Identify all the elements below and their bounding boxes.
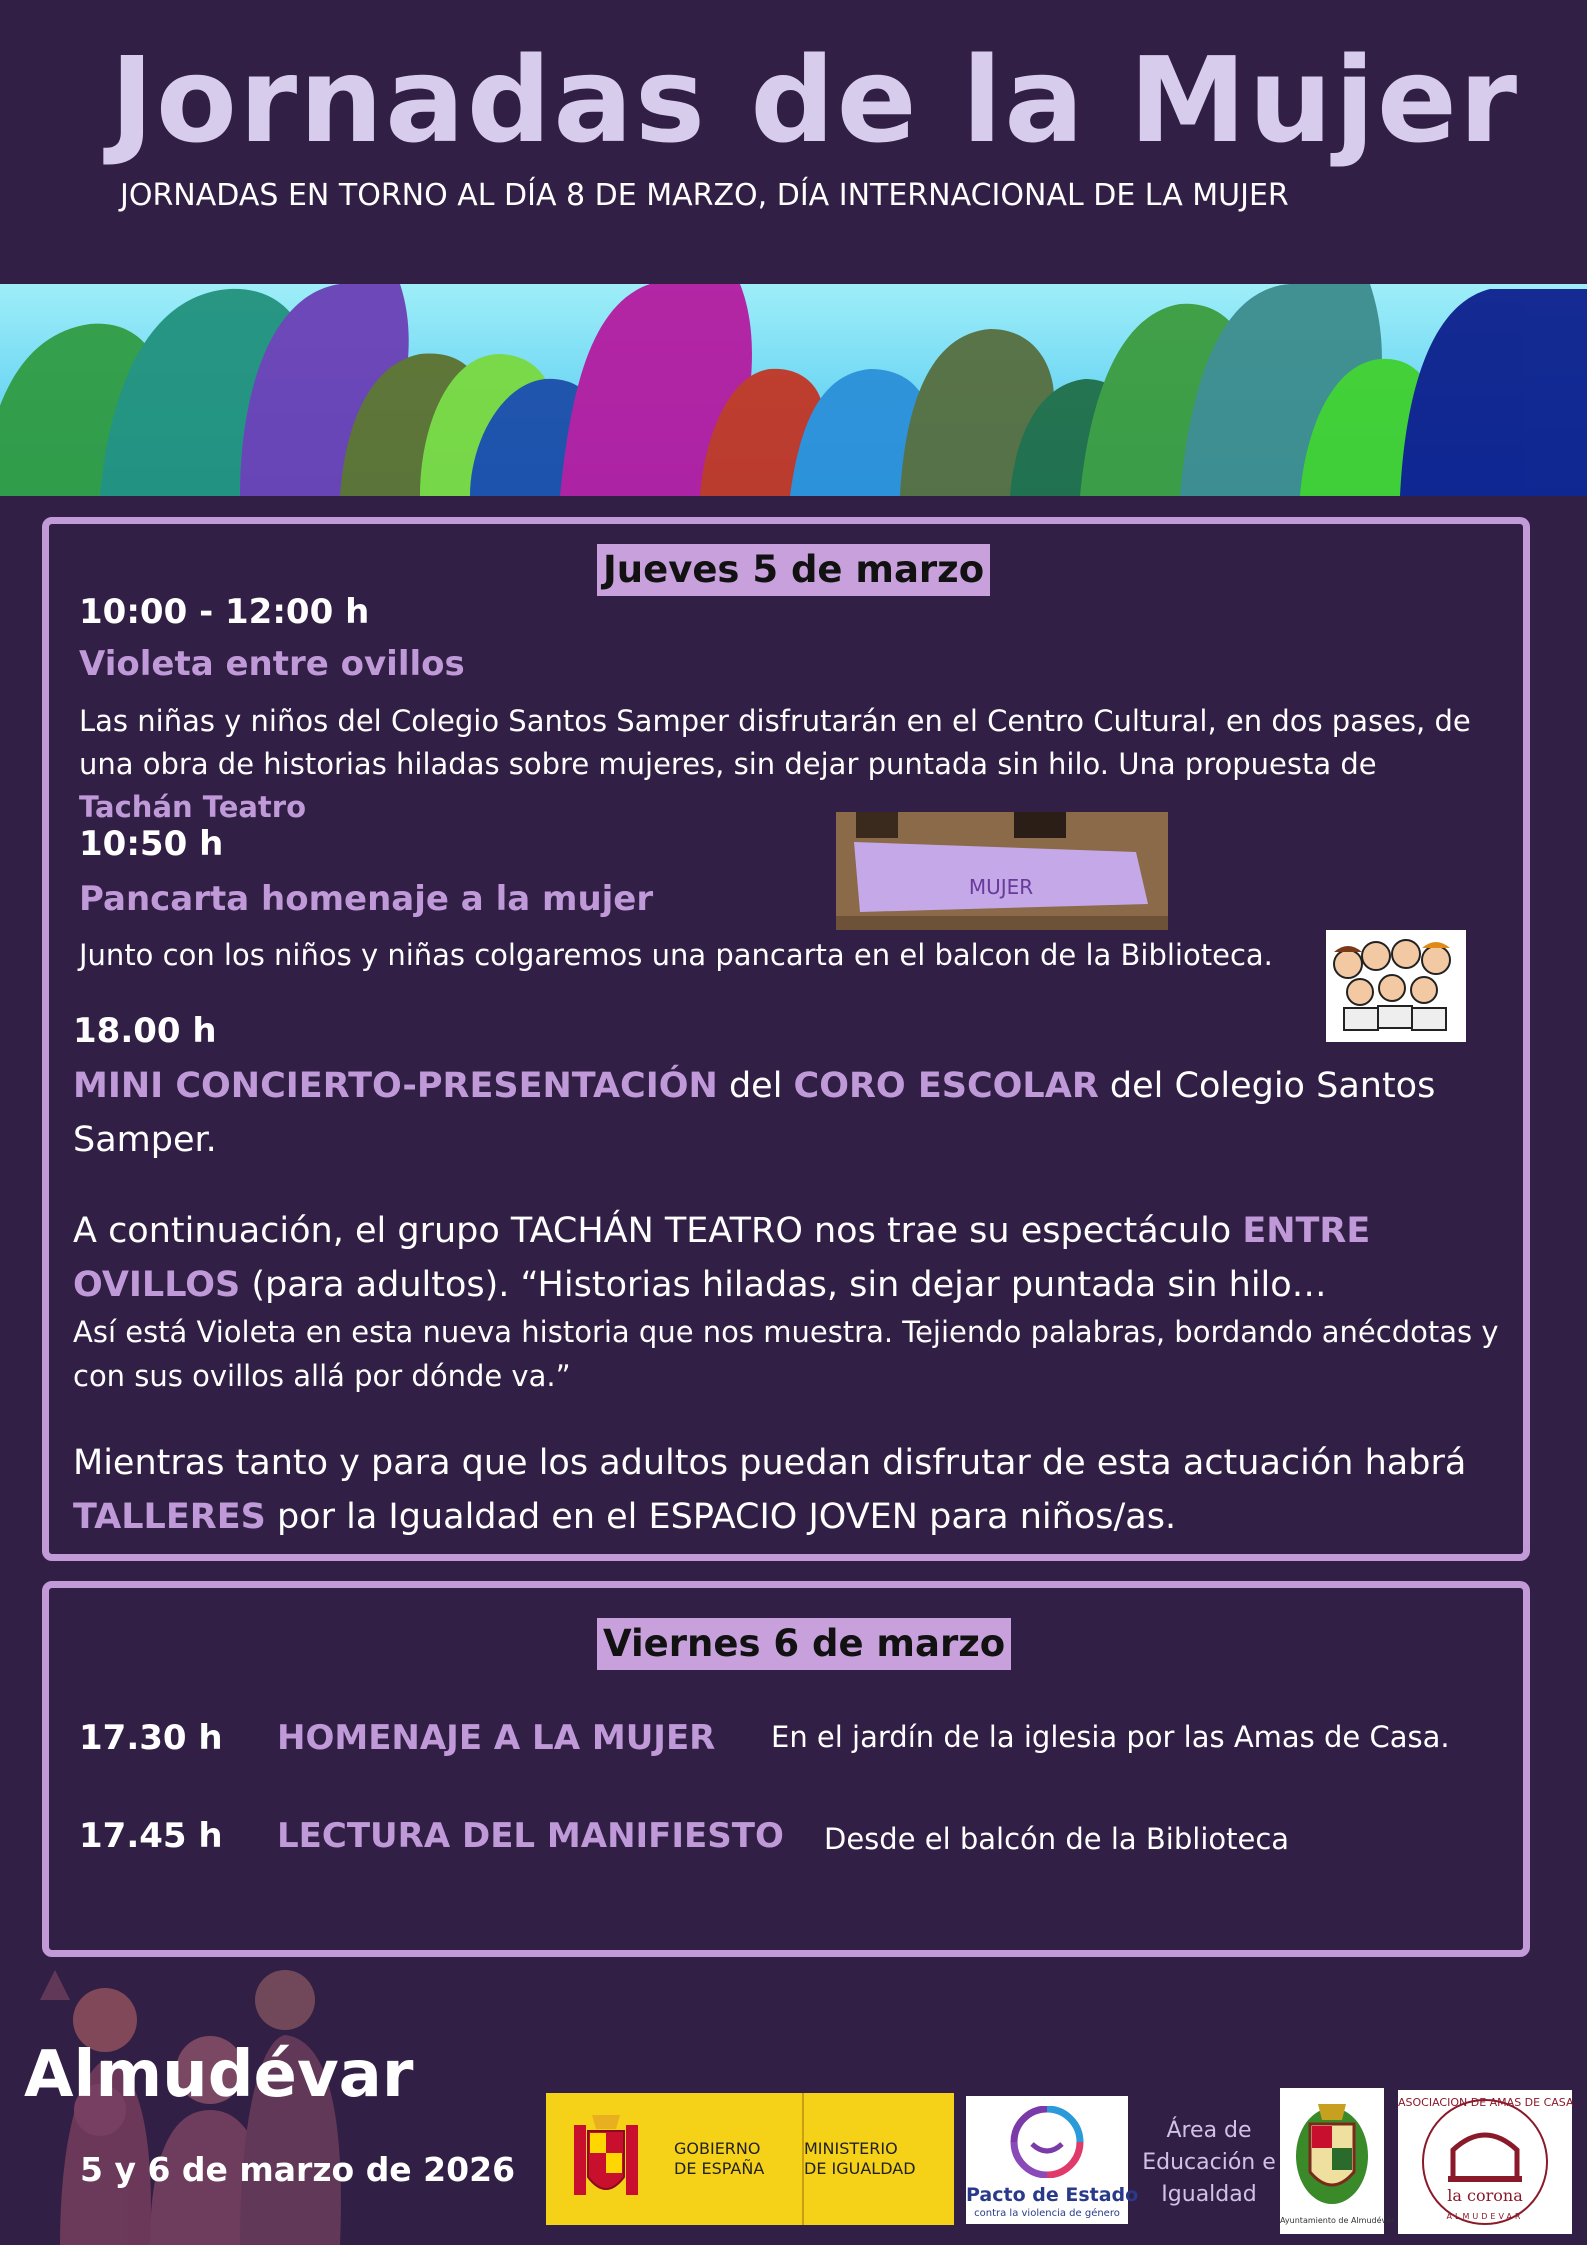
almudevar-crest bbox=[1280, 2088, 1395, 2234]
pacto-subtitle: contra la violencia de género bbox=[974, 2208, 1120, 2219]
event3-p2-text-a: A continuación, el grupo TACHÁN TEATRO nos trae su espectáculo bbox=[73, 1211, 1243, 1251]
event3-p4-text-a: Mientras tanto y para que los adultos puedan disfrutar de esta actuación habrá bbox=[73, 1443, 1467, 1483]
event3-p2-text-b: (para adultos). “Historias hiladas, sin dejar puntada sin hilo… bbox=[240, 1265, 1327, 1305]
friday-row1-desc: En el jardín de la iglesia por las Amas de Casa. bbox=[771, 1720, 1450, 1754]
event1-title: Violeta entre ovillos bbox=[79, 644, 465, 684]
tachan-teatro-highlight: Tachán Teatro bbox=[79, 790, 307, 824]
friday-row1-time: 17.30 h bbox=[79, 1718, 223, 1758]
mini-concierto-highlight: MINI CONCIERTO-PRESENTACIÓN bbox=[73, 1066, 718, 1106]
escudo-caption: Ayuntamiento de Almudévar bbox=[1280, 2216, 1395, 2225]
event3-text1: del bbox=[717, 1066, 794, 1106]
talleres-highlight: TALLERES bbox=[73, 1497, 266, 1537]
banner-photo-text: MUJER bbox=[968, 875, 1034, 899]
amas-de-casa-logo bbox=[1398, 2090, 1572, 2234]
event-dates: 5 y 6 de marzo de 2026 bbox=[80, 2150, 516, 2189]
friday-row2-desc: Desde el balcón de la Biblioteca bbox=[824, 1822, 1290, 1856]
amas-town: ALMUDEVAR bbox=[1446, 2212, 1524, 2221]
event3-paragraph2 bbox=[73, 1204, 1523, 1312]
event2-description: Junto con los niños y niñas colgaremos una pancarta en el balcon de la Biblioteca. bbox=[79, 938, 1273, 972]
event3-paragraph1 bbox=[73, 1059, 1493, 1167]
choir-children-icon bbox=[1326, 930, 1466, 1042]
town-name: Almudévar bbox=[24, 2038, 414, 2112]
event2-time: 10:50 h bbox=[79, 824, 224, 864]
amas-name: la corona bbox=[1447, 2186, 1523, 2205]
entre-ovillos-highlight: ENTRE OVILLOS bbox=[73, 1211, 1371, 1305]
pacto-estado-logo bbox=[966, 2096, 1139, 2224]
event3-time: 18.00 h bbox=[73, 1011, 217, 1051]
event2-title: Pancarta homenaje a la mujer bbox=[79, 879, 654, 919]
friday-panel bbox=[42, 1581, 1530, 1957]
friday-row2-title: LECTURA DEL MANIFIESTO bbox=[277, 1816, 784, 1856]
people-silhouettes-banner bbox=[0, 284, 1587, 496]
event1-desc-text: Las niñas y niños del Colegio Santos Samper disfrutarán en el Centro Cultural, en dos pases, de una obra de historias hiladas sobre mujeres, sin dejar puntada sin hilo. Una propuesta de bbox=[79, 704, 1471, 781]
banner-photo bbox=[836, 812, 1168, 930]
event3-paragraph3: Así está Violeta en esta nueva historia que nos muestra. Tejiendo palabras, bordando anécdotas y con sus ovillos allá por dónde va.” bbox=[73, 1315, 1499, 1393]
friday-heading: Viernes 6 de marzo bbox=[597, 1618, 1011, 1670]
spain-coat-of-arms bbox=[566, 2105, 646, 2213]
event3-p4-text-b: por la Igualdad en el ESPACIO JOVEN para niños/as. bbox=[265, 1497, 1177, 1537]
page-subtitle: JORNADAS EN TORNO AL DÍA 8 DE MARZO, DÍA INTERNACIONAL DE LA MUJER bbox=[120, 178, 1289, 213]
friday-row2-time: 17.45 h bbox=[79, 1816, 223, 1856]
friday-row1-title: HOMENAJE A LA MUJER bbox=[277, 1718, 716, 1758]
thursday-panel bbox=[42, 517, 1530, 1561]
page-title: Jornadas de la Mujer bbox=[110, 31, 1520, 169]
gobierno-text: GOBIERNO DE ESPAÑA bbox=[674, 2139, 765, 2178]
event3-paragraph4 bbox=[73, 1436, 1513, 1544]
area-educacion-text: Área de Educación e Igualdad bbox=[1142, 2118, 1276, 2207]
ministerio-text: MINISTERIO DE IGUALDAD bbox=[804, 2139, 916, 2178]
pacto-smile-logo bbox=[1004, 2106, 1090, 2178]
event1-description bbox=[79, 700, 1499, 829]
amas-arc-text: ASOCIACION DE AMAS DE CASA bbox=[1398, 2096, 1574, 2109]
event1-time: 10:00 - 12:00 h bbox=[79, 592, 370, 632]
event3-text2: del Colegio Santos Samper. bbox=[73, 1066, 1436, 1160]
crest-shield-icon bbox=[1290, 2094, 1374, 2214]
pacto-title: Pacto de Estado bbox=[966, 2184, 1139, 2206]
gobierno-logo bbox=[546, 2093, 954, 2225]
coro-escolar-highlight: CORO ESCOLAR bbox=[793, 1066, 1099, 1106]
thursday-heading: Jueves 5 de marzo bbox=[597, 544, 990, 596]
